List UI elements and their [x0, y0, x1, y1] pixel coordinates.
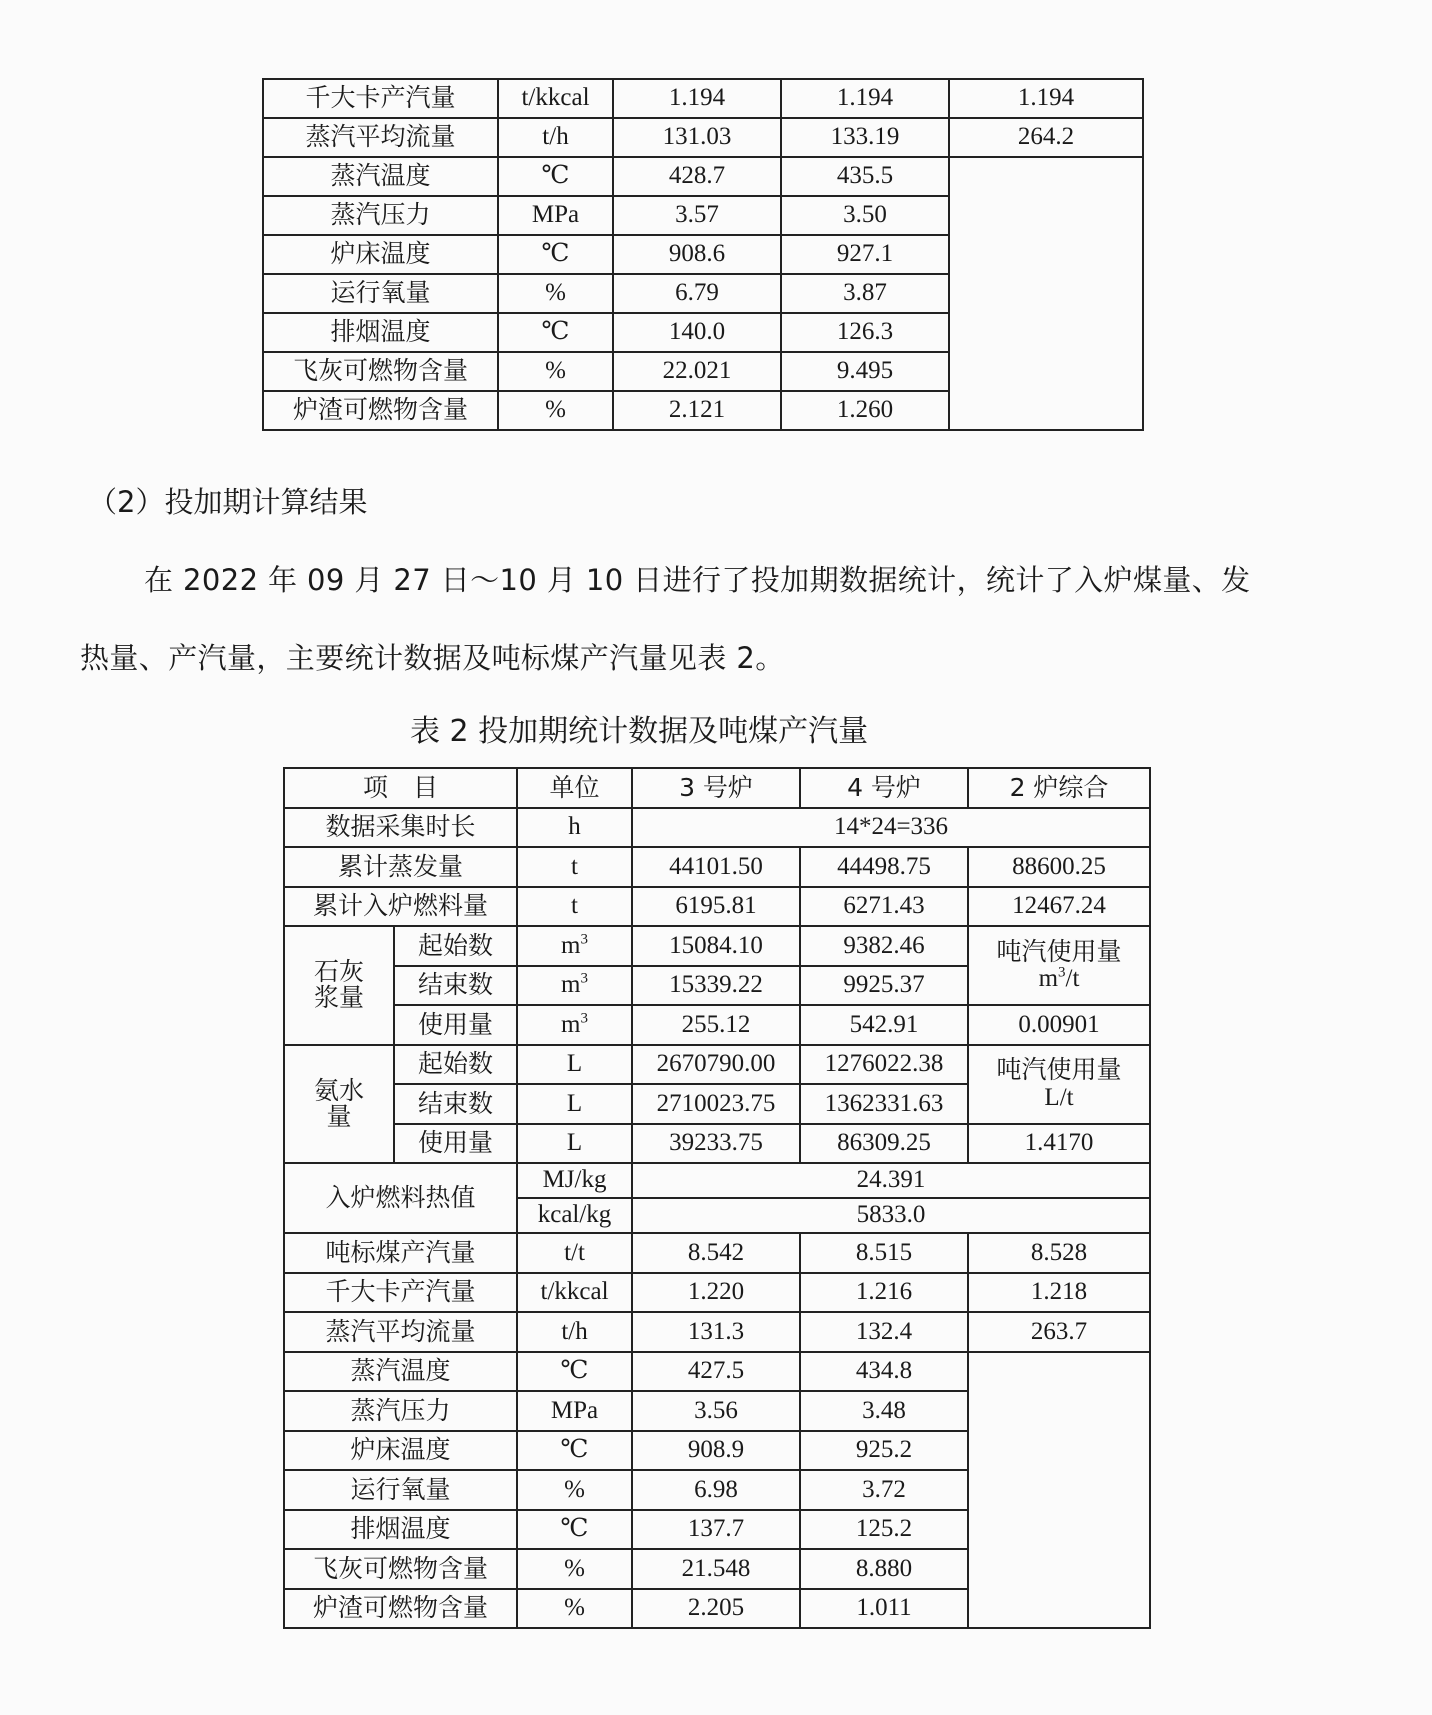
boiler4-value: 132.4 — [800, 1312, 968, 1352]
group-label-ammonia — [284, 1045, 394, 1164]
sub-item: 结束数 — [394, 1084, 517, 1124]
row-unit: t/h — [517, 1312, 632, 1352]
row-unit: ℃ — [517, 1352, 632, 1392]
header-unit: 单位 — [517, 768, 632, 808]
boiler4-value: 1362331.63 — [800, 1084, 968, 1124]
paragraph-line-1: 在 2022 年 09 月 27 日～10 月 10 日进行了投加期数据统计，统计了入炉煤量、发 — [144, 563, 1251, 597]
row-unit: ℃ — [517, 1510, 632, 1550]
boiler4-value: 1.011 — [800, 1589, 968, 1629]
table-row — [284, 926, 1150, 966]
row-unit: % — [517, 1589, 632, 1629]
boiler4-value: 44498.75 — [800, 847, 968, 887]
empty-cell — [949, 157, 1143, 430]
boiler3-value: 1.220 — [632, 1273, 800, 1313]
boiler4-value: 434.8 — [800, 1352, 968, 1392]
boiler3-value: 44101.50 — [632, 847, 800, 887]
row-item: 蒸汽压力 — [263, 196, 498, 235]
boiler3-value: 15339.22 — [632, 966, 800, 1006]
boiler4-value: 8.515 — [800, 1233, 968, 1273]
boiler3-value: 21.548 — [632, 1549, 800, 1589]
row-item: 炉床温度 — [284, 1431, 517, 1471]
row-item: 飞灰可燃物含量 — [263, 352, 498, 391]
row-unit: ℃ — [498, 235, 613, 274]
row-unit: % — [517, 1549, 632, 1589]
table-row — [284, 847, 1150, 887]
row-item: 炉渣可燃物含量 — [284, 1589, 517, 1629]
boiler3-value: 1.194 — [613, 79, 781, 118]
table-row — [263, 79, 1143, 118]
boiler4-value: 927.1 — [781, 235, 949, 274]
boiler3-value: 428.7 — [613, 157, 781, 196]
group-label-lime — [284, 926, 394, 1045]
row-unit: MPa — [498, 196, 613, 235]
row-unit: t/kkcal — [498, 79, 613, 118]
boiler4-value: 86309.25 — [800, 1124, 968, 1164]
row-unit: t/h — [498, 118, 613, 157]
row-item: 蒸汽温度 — [284, 1352, 517, 1392]
heat-value-mj: 24.391 — [632, 1163, 1150, 1198]
boiler4-value: 1.194 — [781, 79, 949, 118]
boiler4-value: 925.2 — [800, 1431, 968, 1471]
table-header-row — [284, 768, 1150, 808]
boiler3-value: 8.542 — [632, 1233, 800, 1273]
empty-cell — [968, 1352, 1150, 1629]
row-unit: t/t — [517, 1233, 632, 1273]
table-row — [284, 1352, 1150, 1392]
row-unit: L — [517, 1045, 632, 1085]
row-unit: kcal/kg — [517, 1198, 632, 1233]
sub-item: 起始数 — [394, 926, 517, 966]
boiler3-value: 39233.75 — [632, 1124, 800, 1164]
row-item: 千大卡产汽量 — [263, 79, 498, 118]
boiler3-value: 140.0 — [613, 313, 781, 352]
boiler4-value: 9.495 — [781, 352, 949, 391]
sub-item: 起始数 — [394, 1045, 517, 1085]
boiler3-value: 6195.81 — [632, 887, 800, 927]
lime-usage-value: 0.00901 — [968, 1005, 1150, 1045]
boiler3-value: 6.79 — [613, 274, 781, 313]
row-unit: $m^3$ — [517, 1005, 632, 1045]
row-unit: L — [517, 1124, 632, 1164]
row-item: 蒸汽平均流量 — [263, 118, 498, 157]
boiler4-value: 3.48 — [800, 1391, 968, 1431]
boiler3-value: 908.9 — [632, 1431, 800, 1471]
header-boiler4: 4 号炉 — [800, 768, 968, 808]
table-row — [284, 1312, 1150, 1352]
lime-usage-label: 吨汽使用量 $m^3/t$ — [968, 926, 1150, 1005]
header-combined: 2 炉综合 — [968, 768, 1150, 808]
row-unit: L — [517, 1084, 632, 1124]
heat-value-kcal: 5833.0 — [632, 1198, 1150, 1233]
boiler3-value: 2710023.75 — [632, 1084, 800, 1124]
row-item: 蒸汽平均流量 — [284, 1312, 517, 1352]
combined-value: 1.194 — [949, 79, 1143, 118]
row-item: 炉床温度 — [263, 235, 498, 274]
table-title: 表 2 投加期统计数据及吨煤产汽量 — [410, 714, 869, 749]
row-unit: t — [517, 887, 632, 927]
row-unit: t/kkcal — [517, 1273, 632, 1313]
ammonia-usage-value: 1.4170 — [968, 1124, 1150, 1164]
boiler3-value: 15084.10 — [632, 926, 800, 966]
boiler3-value: 131.03 — [613, 118, 781, 157]
row-item: 飞灰可燃物含量 — [284, 1549, 517, 1589]
boiler3-value: 131.3 — [632, 1312, 800, 1352]
boiler3-value: 3.57 — [613, 196, 781, 235]
row-item: 蒸汽压力 — [284, 1391, 517, 1431]
duration-value: 14*24=336 — [632, 808, 1150, 848]
row-unit: h — [517, 808, 632, 848]
row-unit: % — [498, 391, 613, 430]
boiler4-value: 8.880 — [800, 1549, 968, 1589]
table1-continued — [262, 78, 1144, 431]
row-unit: ℃ — [517, 1431, 632, 1471]
table-row — [284, 887, 1150, 927]
header-item: 项 目 — [284, 768, 517, 808]
combined-value: 263.7 — [968, 1312, 1150, 1352]
row-item: 炉渣可燃物含量 — [263, 391, 498, 430]
row-item: 累计蒸发量 — [284, 847, 517, 887]
table-row — [284, 1163, 1150, 1198]
row-item: 排烟温度 — [284, 1510, 517, 1550]
boiler3-value: 427.5 — [632, 1352, 800, 1392]
row-unit: ℃ — [498, 157, 613, 196]
row-item: 累计入炉燃料量 — [284, 887, 517, 927]
boiler4-value: 435.5 — [781, 157, 949, 196]
row-item: 千大卡产汽量 — [284, 1273, 517, 1313]
boiler4-value: 1276022.38 — [800, 1045, 968, 1085]
group-label-line: 量 — [326, 1101, 352, 1131]
boiler3-value: 2.205 — [632, 1589, 800, 1629]
boiler4-value: 126.3 — [781, 313, 949, 352]
combined-value: 1.218 — [968, 1273, 1150, 1313]
row-item: 吨标煤产汽量 — [284, 1233, 517, 1273]
boiler3-value: 137.7 — [632, 1510, 800, 1550]
boiler4-value: 6271.43 — [800, 887, 968, 927]
row-unit: $m^3$ — [517, 926, 632, 966]
table-row — [284, 1045, 1150, 1085]
boiler3-value: 2670790.00 — [632, 1045, 800, 1085]
boiler3-value: 2.121 — [613, 391, 781, 430]
row-unit: $m^3$ — [517, 966, 632, 1006]
row-unit: % — [498, 274, 613, 313]
row-item: 入炉燃料热值 — [284, 1163, 517, 1233]
boiler4-value: 1.216 — [800, 1273, 968, 1313]
boiler3-value: 6.98 — [632, 1470, 800, 1510]
table-row — [284, 808, 1150, 848]
table-row — [284, 1273, 1150, 1313]
boiler4-value: 3.50 — [781, 196, 949, 235]
row-unit: ℃ — [498, 313, 613, 352]
boiler4-value: 1.260 — [781, 391, 949, 430]
section-heading: （2）投加期计算结果 — [88, 485, 368, 519]
table-row — [284, 1124, 1150, 1164]
group-label-line: 浆量 — [313, 983, 364, 1013]
sub-item: 使用量 — [394, 1005, 517, 1045]
table-row — [284, 1005, 1150, 1045]
combined-value: 12467.24 — [968, 887, 1150, 927]
boiler4-value: 542.91 — [800, 1005, 968, 1045]
group-label-line: 氨水 — [313, 1075, 364, 1105]
group-label-line: 石灰 — [313, 957, 364, 986]
row-unit: % — [517, 1470, 632, 1510]
boiler4-value: 3.72 — [800, 1470, 968, 1510]
boiler3-value: 908.6 — [613, 235, 781, 274]
row-unit: t — [517, 847, 632, 887]
row-item: 运行氧量 — [263, 274, 498, 313]
table-row — [263, 118, 1143, 157]
row-item: 排烟温度 — [263, 313, 498, 352]
sub-item: 使用量 — [394, 1124, 517, 1164]
row-item: 数据采集时长 — [284, 808, 517, 848]
boiler4-value: 3.87 — [781, 274, 949, 313]
header-boiler3: 3 号炉 — [632, 768, 800, 808]
combined-value: 8.528 — [968, 1233, 1150, 1273]
table2 — [283, 767, 1151, 1629]
boiler3-value: 22.021 — [613, 352, 781, 391]
paragraph-line-2: 热量、产汽量，主要统计数据及吨标煤产汽量见表 2。 — [80, 641, 785, 675]
row-unit: % — [498, 352, 613, 391]
combined-value: 88600.25 — [968, 847, 1150, 887]
boiler4-value: 9382.46 — [800, 926, 968, 966]
row-item: 运行氧量 — [284, 1470, 517, 1510]
boiler4-value: 9925.37 — [800, 966, 968, 1006]
combined-value: 264.2 — [949, 118, 1143, 157]
boiler3-value: 255.12 — [632, 1005, 800, 1045]
boiler4-value: 125.2 — [800, 1510, 968, 1550]
boiler4-value: 133.19 — [781, 118, 949, 157]
row-unit: MPa — [517, 1391, 632, 1431]
table-row — [263, 157, 1143, 196]
row-item: 蒸汽温度 — [263, 157, 498, 196]
row-unit: MJ/kg — [517, 1163, 632, 1198]
table-row — [284, 1233, 1150, 1273]
boiler3-value: 3.56 — [632, 1391, 800, 1431]
ammonia-usage-label: 吨汽使用量 L/t — [968, 1045, 1150, 1124]
sub-item: 结束数 — [394, 966, 517, 1006]
